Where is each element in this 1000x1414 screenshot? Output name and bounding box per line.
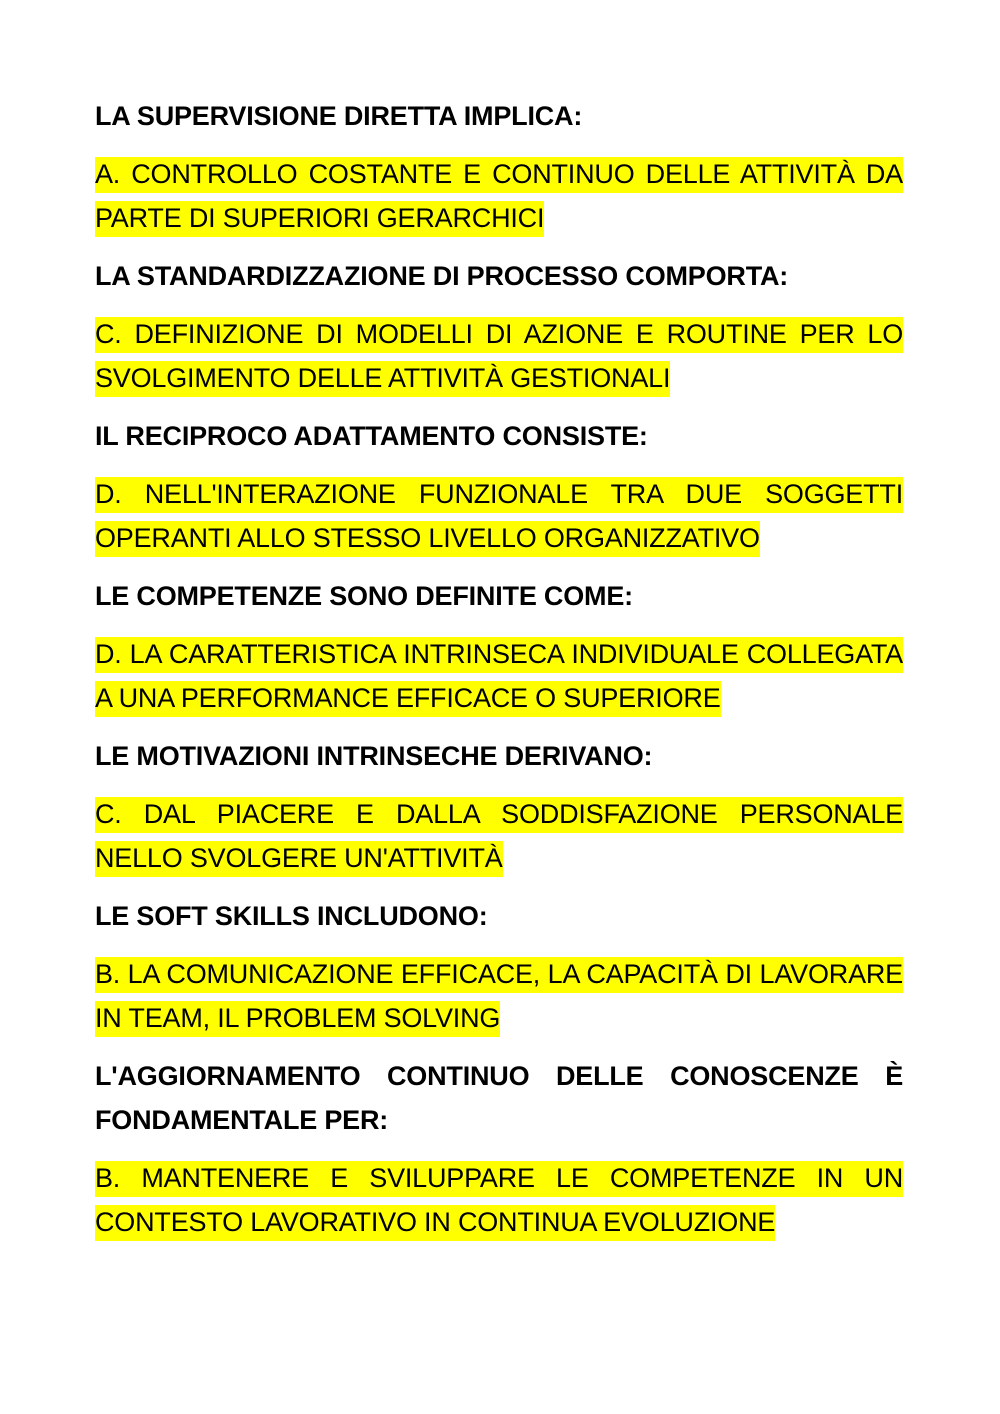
question-5: LE MOTIVAZIONI INTRINSECHE DERIVANO: bbox=[95, 741, 653, 771]
question-1: LA SUPERVISIONE DIRETTA IMPLICA: bbox=[95, 101, 583, 131]
question-7: L'AGGIORNAMENTO CONTINUO DELLE CONOSCENZE È FONDAMENTALE PER: bbox=[95, 1061, 903, 1135]
answer-7-highlight: B. MANTENERE E SVILUPPARE LE COMPETENZE IN UN CONTESTO LAVORATIVO IN CONTINUA EVOLUZIONE bbox=[95, 1161, 903, 1241]
answer-3 bbox=[95, 472, 903, 560]
document-page bbox=[95, 94, 903, 1258]
answer-2 bbox=[95, 312, 903, 400]
question-3: IL RECIPROCO ADATTAMENTO CONSISTE: bbox=[95, 421, 648, 451]
question-6: LE SOFT SKILLS INCLUDONO: bbox=[95, 901, 488, 931]
answer-6-highlight: B. LA COMUNICAZIONE EFFICACE, LA CAPACITÀ DI LAVORARE IN TEAM, IL PROBLEM SOLVING bbox=[95, 957, 903, 1037]
answer-6 bbox=[95, 952, 903, 1040]
answer-2-highlight: C. DEFINIZIONE DI MODELLI DI AZIONE E ROUTINE PER LO SVOLGIMENTO DELLE ATTIVITÀ GESTIONALI bbox=[95, 317, 903, 397]
answer-3-highlight: D. NELL'INTERAZIONE FUNZIONALE TRA DUE SOGGETTI OPERANTI ALLO STESSO LIVELLO ORGANIZZATIVO bbox=[95, 477, 903, 557]
answer-7 bbox=[95, 1156, 903, 1244]
answer-4 bbox=[95, 632, 903, 720]
answer-1 bbox=[95, 152, 903, 240]
answer-1-highlight: A. CONTROLLO COSTANTE E CONTINUO DELLE ATTIVITÀ DA PARTE DI SUPERIORI GERARCHICI bbox=[95, 157, 903, 237]
question-4: LE COMPETENZE SONO DEFINITE COME: bbox=[95, 581, 633, 611]
question-2: LA STANDARDIZZAZIONE DI PROCESSO COMPORTA: bbox=[95, 261, 789, 291]
answer-4-highlight: D. LA CARATTERISTICA INTRINSECA INDIVIDUALE COLLEGATA A UNA PERFORMANCE EFFICACE O SUPERIORE bbox=[95, 637, 903, 717]
answer-5-highlight: C. DAL PIACERE E DALLA SODDISFAZIONE PERSONALE NELLO SVOLGERE UN'ATTIVITÀ bbox=[95, 797, 903, 877]
answer-5 bbox=[95, 792, 903, 880]
